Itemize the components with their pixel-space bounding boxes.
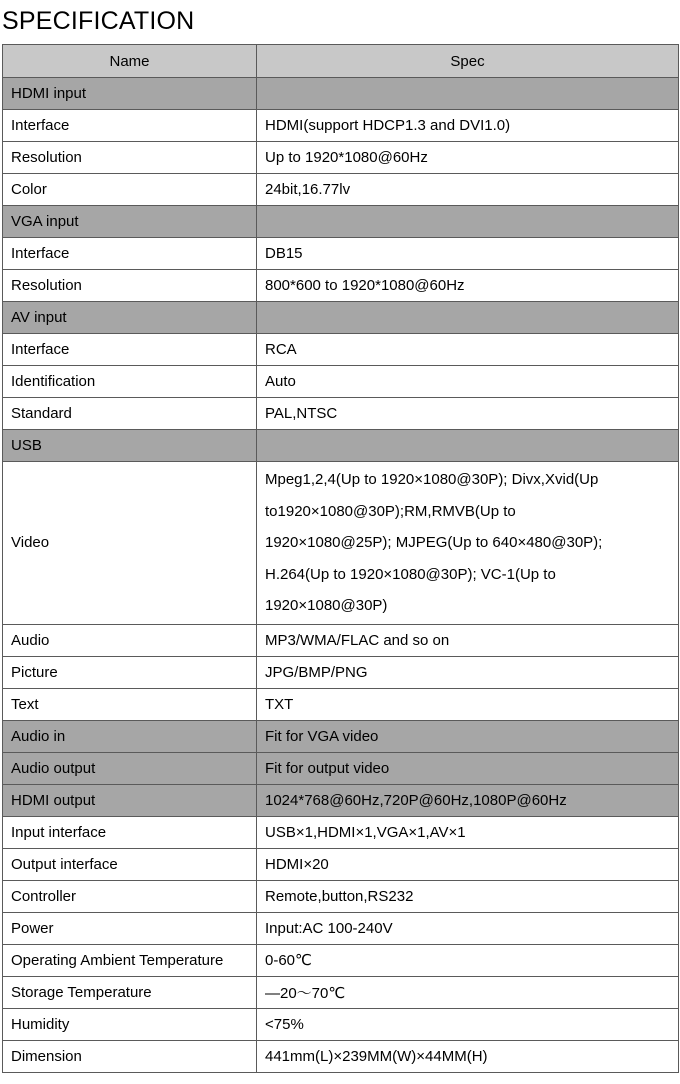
row-name: Video <box>3 462 257 625</box>
row-name: Interface <box>3 238 257 270</box>
table-row <box>3 398 679 430</box>
spec-line: 1920×1080@25P); MJPEG(Up to 640×480@30P); <box>265 534 603 551</box>
row-spec: 1024*768@60Hz,720P@60Hz,1080P@60Hz <box>257 784 679 816</box>
table-header <box>3 45 679 78</box>
row-name: Dimension <box>3 1040 257 1072</box>
row-name: Standard <box>3 398 257 430</box>
table-row <box>3 784 679 816</box>
row-spec: Remote,button,RS232 <box>257 880 679 912</box>
row-spec: 441mm(L)×239MM(W)×44MM(H) <box>257 1040 679 1072</box>
row-name: HDMI output <box>3 784 257 816</box>
row-spec: 800*600 to 1920*1080@60Hz <box>257 270 679 302</box>
row-name: Resolution <box>3 142 257 174</box>
row-name: Operating Ambient Temperature <box>3 944 257 976</box>
table-row <box>3 206 679 238</box>
table-row <box>3 720 679 752</box>
row-spec <box>257 206 679 238</box>
row-spec: Fit for VGA video <box>257 720 679 752</box>
row-name: USB <box>3 430 257 462</box>
header-row <box>3 45 679 78</box>
table-row <box>3 656 679 688</box>
table-row <box>3 110 679 142</box>
table-row <box>3 688 679 720</box>
table-row <box>3 752 679 784</box>
table-row <box>3 816 679 848</box>
spec-line: Mpeg1,2,4(Up to 1920×1080@30P); Divx,Xvid(Up <box>265 471 599 488</box>
header-spec: Spec <box>257 45 679 78</box>
row-name: Interface <box>3 110 257 142</box>
row-name: Controller <box>3 880 257 912</box>
row-spec: HDMI(support HDCP1.3 and DVI1.0) <box>257 110 679 142</box>
row-spec: DB15 <box>257 238 679 270</box>
row-name: Output interface <box>3 848 257 880</box>
table-row <box>3 624 679 656</box>
row-spec <box>257 430 679 462</box>
table-row <box>3 462 679 625</box>
row-spec: Input:AC 100-240V <box>257 912 679 944</box>
table-row <box>3 1040 679 1072</box>
row-spec: USB×1,HDMI×1,VGA×1,AV×1 <box>257 816 679 848</box>
table-row <box>3 366 679 398</box>
row-spec: JPG/BMP/PNG <box>257 656 679 688</box>
row-name: Resolution <box>3 270 257 302</box>
row-spec <box>257 78 679 110</box>
row-name: Audio <box>3 624 257 656</box>
row-spec <box>257 302 679 334</box>
row-spec: 24bit,16.77lv <box>257 174 679 206</box>
row-name: Audio output <box>3 752 257 784</box>
row-spec: PAL,NTSC <box>257 398 679 430</box>
table-row <box>3 334 679 366</box>
row-spec: RCA <box>257 334 679 366</box>
page-title: SPECIFICATION <box>2 7 195 35</box>
spec-line: to1920×1080@30P);RM,RMVB(Up to <box>265 502 516 520</box>
table-row <box>3 880 679 912</box>
row-spec: Up to 1920*1080@60Hz <box>257 142 679 174</box>
row-spec: TXT <box>257 688 679 720</box>
table-row <box>3 944 679 976</box>
row-spec: Auto <box>257 366 679 398</box>
spec-table <box>2 44 679 1073</box>
table-row <box>3 302 679 334</box>
row-name: Text <box>3 688 257 720</box>
row-spec: MP3/WMA/FLAC and so on <box>257 624 679 656</box>
row-name: Humidity <box>3 1008 257 1040</box>
row-spec <box>257 462 679 625</box>
row-name: Audio in <box>3 720 257 752</box>
table-row <box>3 270 679 302</box>
header-name: Name <box>3 45 257 78</box>
row-spec: —20～70℃ <box>257 976 679 1008</box>
table-row <box>3 912 679 944</box>
row-spec: 0-60℃ <box>257 944 679 976</box>
row-name: Storage Temperature <box>3 976 257 1008</box>
table-row <box>3 848 679 880</box>
row-name: VGA input <box>3 206 257 238</box>
table-row <box>3 142 679 174</box>
spec-line: 1920×1080@30P) <box>265 597 388 614</box>
row-name: Input interface <box>3 816 257 848</box>
row-name: HDMI input <box>3 78 257 110</box>
table-row <box>3 976 679 1008</box>
row-name: Color <box>3 174 257 206</box>
table-row <box>3 238 679 270</box>
table-row <box>3 174 679 206</box>
row-name: Identification <box>3 366 257 398</box>
row-spec: Fit for output video <box>257 752 679 784</box>
row-name: Power <box>3 912 257 944</box>
table-row <box>3 78 679 110</box>
row-name: Interface <box>3 334 257 366</box>
row-name: AV input <box>3 302 257 334</box>
row-name: Picture <box>3 656 257 688</box>
table-row <box>3 430 679 462</box>
table-body <box>3 78 679 1073</box>
spec-line: H.264(Up to 1920×1080@30P); VC-1(Up to <box>265 565 556 583</box>
row-spec: <75% <box>257 1008 679 1040</box>
table-row <box>3 1008 679 1040</box>
row-spec: HDMI×20 <box>257 848 679 880</box>
